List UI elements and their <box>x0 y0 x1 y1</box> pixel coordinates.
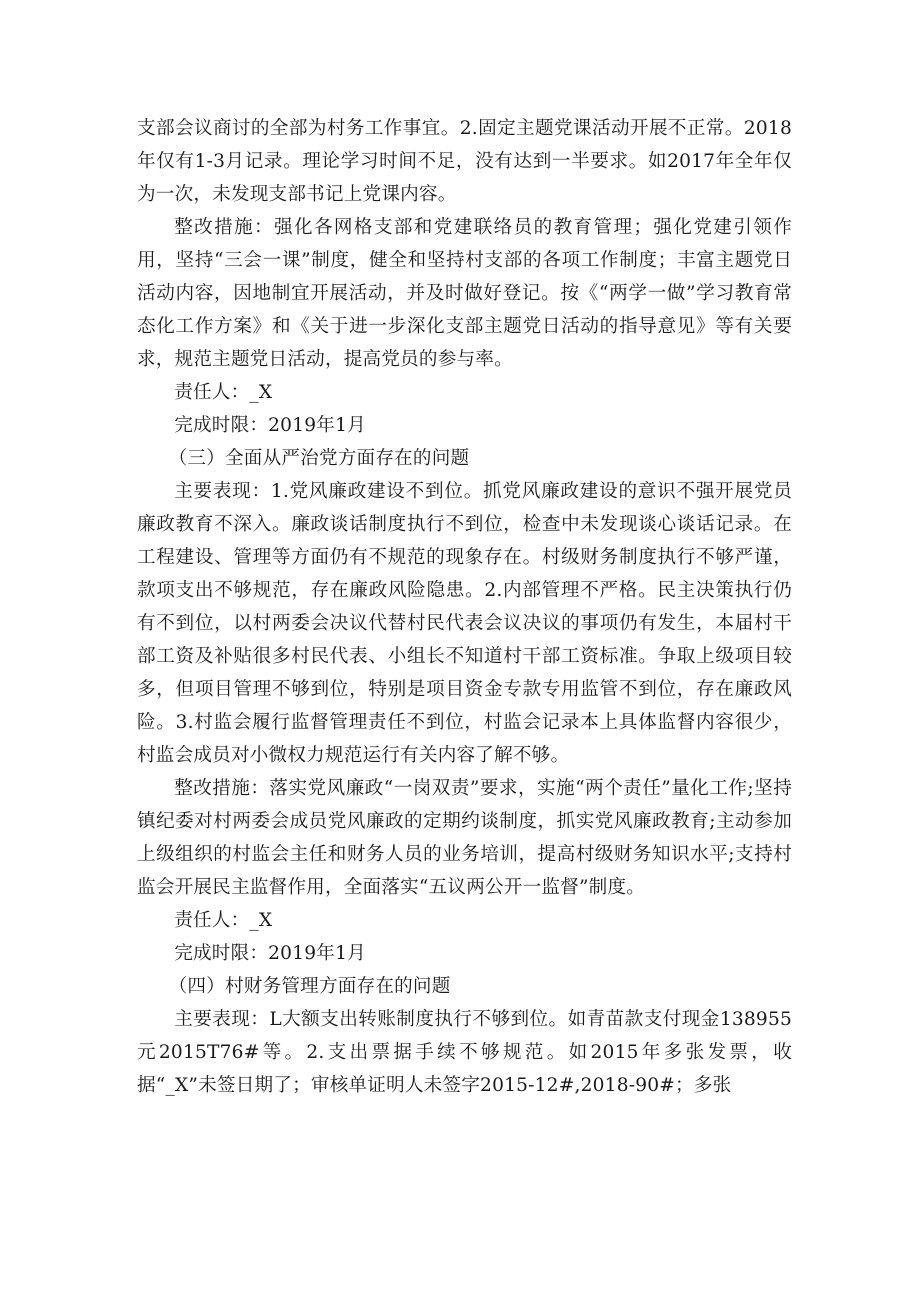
paragraph-responsible-person: 责任人：_X <box>174 910 273 931</box>
paragraph-main-issues: 主要表现：1.党风廉政建设不到位。抓党风廉政建设的意识不强开展党员廉政教育不深入。廉政谈话制度执行不到位，检查中未发现谈心谈话记录。在工程建设、管理等方面仍有不规范的现象存在。村级财务制度执行不够严谨，款项支出不够规范，存在廉政风险隐患。2.内部管理不严格。民主决策执行仍有不到位，以村两委会决议代替村民代表会议决议的事项仍有发生，本届村干部工资及补贴很多村民代表、小组长不知道村干部工资标准。争取上级项目较多，但项目管理不够到位，特别是项目资金专款专用监管不到位，存在廉政风险。3.村监会履行监督管理责任不到位，村监会记录本上具体监督内容很少，村监会成员对小微权力规范运行有关内容了解不够。 <box>137 481 792 766</box>
document-body <box>137 112 792 1102</box>
paragraph-problem-continuation: 支部会议商讨的全部为村务工作事宜。2.固定主题党课活动开展不正常。2018年仅有1-3月记录。理论学习时间不足，没有达到一半要求。如2017年全年仅为一次，未发现支部书记上党课内容。 <box>137 118 792 205</box>
paragraph-deadline: 完成时限：2019年1月 <box>174 415 366 436</box>
section-heading-3: （三）全面从严治党方面存在的问题 <box>168 448 470 469</box>
paragraph-deadline: 完成时限：2019年1月 <box>174 943 366 964</box>
paragraph-rectification-measures: 整改措施：强化各网格支部和党建联络员的教育管理；强化党建引领作用，坚持“三会一课”制度，健全和坚持村支部的各项工作制度；丰富主题党日活动内容，因地制宜开展活动，并及时做好登记。按《“两学一做”学习教育常态化工作方案》和《关于进一步深化支部主题党日活动的指导意见》等有关要求，规范主题党日活动，提高党员的参与率。 <box>137 217 792 370</box>
paragraph-main-issues: 主要表现：L大额支出转账制度执行不够到位。如青苗款支付现金138955元2015T76#等。2.支出票据手续不够规范。如2015年多张发票，收据“_X”未签日期了；审核单证明人未签字2015-12#,2018-90#；多张 <box>137 1009 792 1096</box>
paragraph-rectification-measures: 整改措施：落实党风廉政“一岗双责”要求，实施“两个责任”量化工作;坚持镇纪委对村两委会成员党风廉政的定期约谈制度，抓实党风廉政教育;主动参加上级组织的村监会主任和财务人员的业务培训，提高村级财务知识水平;支持村监会开展民主监督作用，全面落实“五议两公开一监督”制度。 <box>137 778 792 898</box>
section-heading-4: （四）村财务管理方面存在的问题 <box>168 976 451 997</box>
paragraph-responsible-person: 责任人：_X <box>174 382 273 403</box>
